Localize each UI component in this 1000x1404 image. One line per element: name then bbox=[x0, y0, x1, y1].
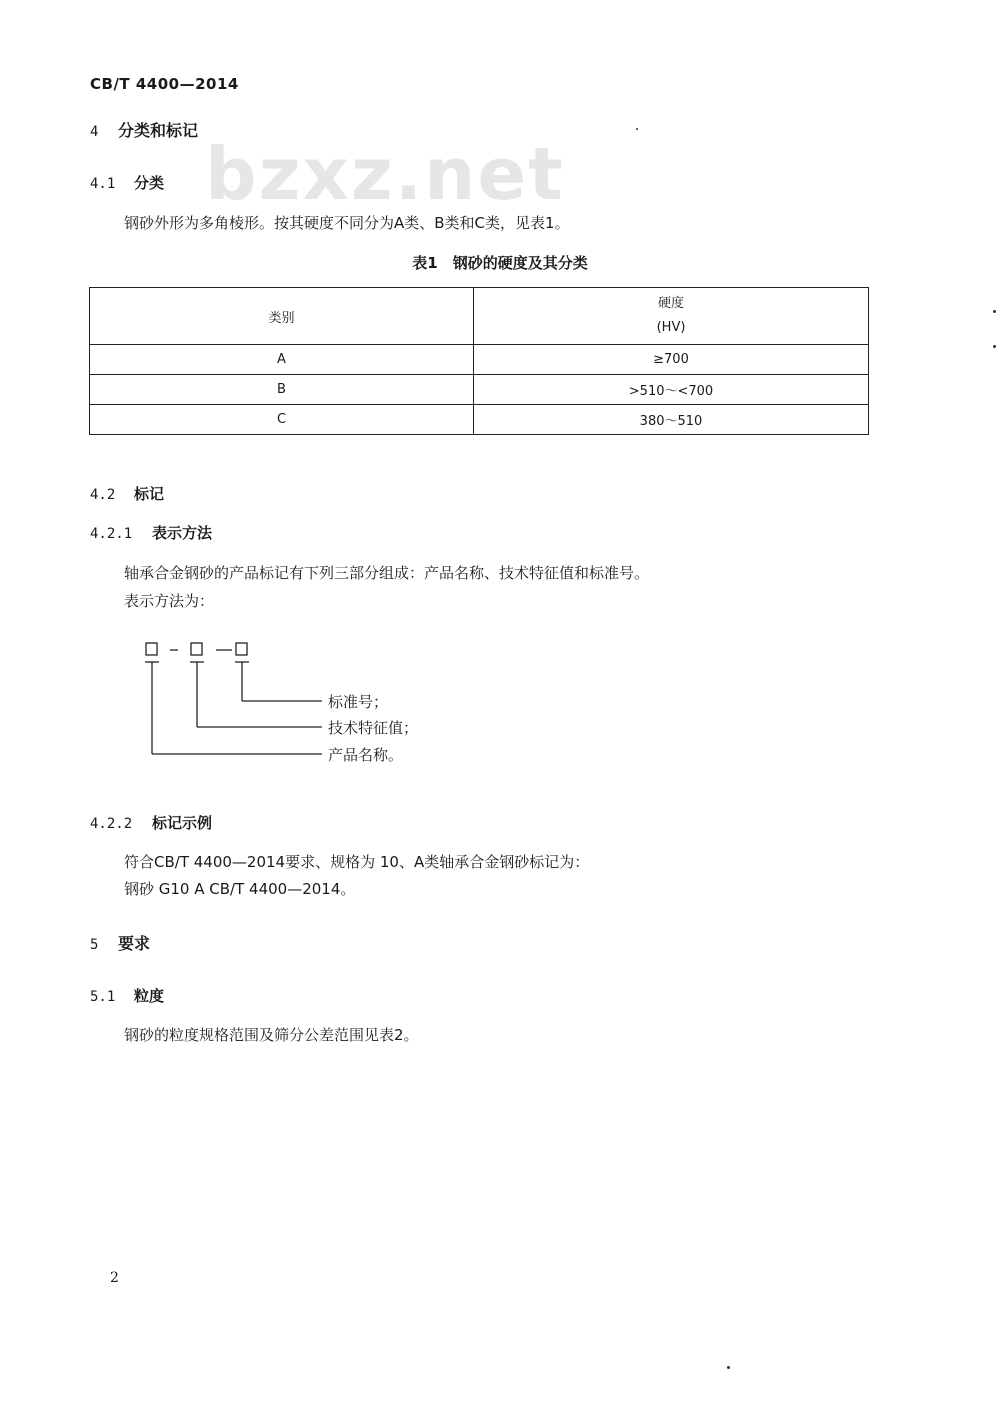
section-title: 分类和标记 bbox=[118, 121, 199, 140]
standard-code-header: CB/T 4400—2014 bbox=[90, 75, 239, 93]
cell-hardness: >510～<700 bbox=[474, 375, 869, 405]
page-number: 2 bbox=[110, 1270, 119, 1286]
scan-speck bbox=[993, 310, 996, 313]
table-row bbox=[90, 375, 869, 405]
section-number: 4.2 bbox=[90, 487, 116, 503]
standard-number-box bbox=[236, 643, 247, 655]
section-number: 4 bbox=[90, 124, 99, 140]
section-4-2-1-heading bbox=[90, 522, 212, 543]
section-title: 粒度 bbox=[134, 987, 165, 1005]
tech-value-box bbox=[191, 643, 202, 655]
marking-diagram bbox=[140, 640, 460, 770]
header-hardness bbox=[474, 288, 869, 345]
cell-category: A bbox=[90, 345, 474, 375]
marking-example-code: 钢砂 G10 A CB/T 4400—2014。 bbox=[124, 880, 356, 898]
section-4-2-2-heading bbox=[90, 812, 212, 833]
product-name-box bbox=[146, 643, 157, 655]
section-number: 4.2.1 bbox=[90, 526, 133, 542]
section-5-1-heading bbox=[90, 985, 164, 1006]
section-title: 分类 bbox=[134, 174, 165, 192]
header-hardness-unit: (HV) bbox=[656, 320, 686, 335]
hardness-classification-table bbox=[89, 287, 869, 435]
scan-speck bbox=[727, 1366, 730, 1369]
table-row bbox=[90, 405, 869, 435]
section-number: 5 bbox=[90, 937, 99, 953]
table-header-row bbox=[90, 288, 869, 345]
scan-speck bbox=[636, 128, 638, 130]
marking-diagram-lines bbox=[140, 640, 460, 770]
section-4-heading bbox=[90, 118, 198, 141]
marking-method-intro: 表示方法为： bbox=[124, 592, 215, 610]
watermark: bzxz.net bbox=[205, 132, 565, 216]
label-standard-number: 标准号； bbox=[328, 693, 389, 711]
table-1-caption: 表1 钢砂的硬度及其分类 bbox=[412, 254, 588, 272]
table-row bbox=[90, 345, 869, 375]
section-number: 4.1 bbox=[90, 176, 116, 192]
label-product-name: 产品名称。 bbox=[328, 746, 404, 764]
cell-hardness: 380～510 bbox=[474, 405, 869, 435]
section-title: 要求 bbox=[118, 934, 151, 953]
section-4-2-heading bbox=[90, 483, 164, 504]
marking-example-text: 符合CB/T 4400—2014要求、规格为 10、A类轴承合金钢砂标记为： bbox=[124, 853, 590, 871]
scan-speck bbox=[993, 345, 996, 348]
particle-size-paragraph: 钢砂的粒度规格范围及筛分公差范围见表2。 bbox=[124, 1026, 419, 1044]
section-5-heading bbox=[90, 931, 150, 954]
section-title: 标记示例 bbox=[152, 814, 213, 832]
classification-paragraph: 钢砂外形为多角棱形。按其硬度不同分为A类、B类和C类，见表1。 bbox=[124, 214, 570, 232]
cell-hardness: ≥700 bbox=[474, 345, 869, 375]
section-number: 4.2.2 bbox=[90, 816, 133, 832]
cell-category: C bbox=[90, 405, 474, 435]
header-category: 类别 bbox=[90, 288, 474, 345]
section-title: 标记 bbox=[134, 485, 165, 503]
section-4-1-heading bbox=[90, 172, 164, 193]
section-number: 5.1 bbox=[90, 989, 116, 1005]
header-hardness-title: 硬度 bbox=[657, 296, 684, 311]
marking-description: 轴承合金钢砂的产品标记有下列三部分组成：产品名称、技术特征值和标准号。 bbox=[124, 564, 650, 582]
label-tech-value: 技术特征值； bbox=[328, 719, 419, 737]
cell-category: B bbox=[90, 375, 474, 405]
section-title: 表示方法 bbox=[152, 524, 213, 542]
